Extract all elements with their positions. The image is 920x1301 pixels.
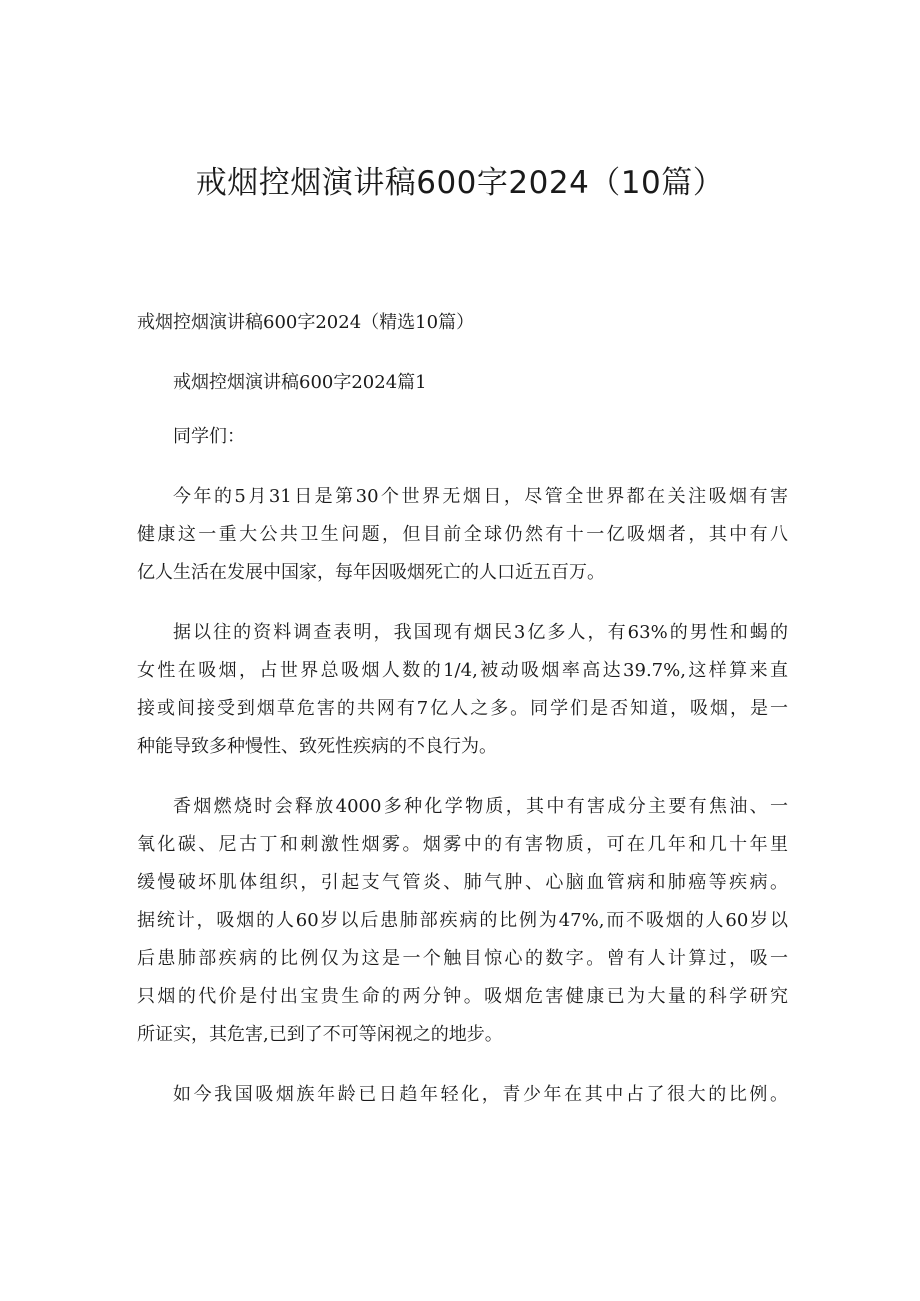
paragraph-3 bbox=[137, 790, 788, 1052]
paragraph-line: 女性在吸烟，占世界总吸烟人数的1/4,被动吸烟率高达39.7%,这样算来直 bbox=[137, 660, 788, 681]
paragraph-line: 亿人生活在发展中国家，每年因吸烟死亡的人口近五百万。 bbox=[137, 562, 605, 583]
paragraph-line: 氧化碳、尼古丁和刺激性烟雾。烟雾中的有害物质，可在几年和几十年里 bbox=[137, 834, 788, 855]
document-body bbox=[137, 306, 788, 1112]
paragraph-line: 种能导致多种慢性、致死性疾病的不良行为。 bbox=[137, 736, 497, 757]
section-heading: 戒烟控烟演讲稿600字2024篇1 bbox=[173, 372, 427, 393]
paragraph-line: 接或间接受到烟草危害的共网有7亿人之多。同学们是否知道，吸烟，是一 bbox=[137, 698, 788, 719]
greeting: 同学们： bbox=[173, 426, 245, 447]
paragraph-line: 健康这一重大公共卫生问题，但目前全球仍然有十一亿吸烟者，其中有八 bbox=[137, 524, 788, 545]
paragraph-line: 所证实，其危害,已到了不可等闲视之的地步。 bbox=[137, 1024, 503, 1045]
paragraph-line: 后患肺部疾病的比例仅为这是一个触目惊心的数字。曾有人计算过，吸一 bbox=[137, 948, 788, 969]
paragraph-1 bbox=[137, 480, 788, 590]
paragraph-line: 只烟的代价是付出宝贵生命的两分钟。吸烟危害健康已为大量的科学研究 bbox=[137, 986, 788, 1007]
document-title: 戒烟控烟演讲稿600字2024（10篇） bbox=[195, 165, 725, 201]
paragraph-4 bbox=[137, 1078, 788, 1112]
document-subtitle: 戒烟控烟演讲稿600字2024（精选10篇） bbox=[137, 312, 475, 333]
paragraph-line: 今年的5月31日是第30个世界无烟日，尽管全世界都在关注吸烟有害 bbox=[173, 486, 788, 507]
paragraph-line: 据以往的资料调查表明，我国现有烟民3亿多人，有63%的男性和蝎的 bbox=[173, 622, 788, 643]
paragraph-line: 缓慢破坏肌体组织，引起支气管炎、肺气肿、心脑血管病和肺癌等疾病。 bbox=[137, 872, 788, 893]
paragraph-line: 据统计，吸烟的人60岁以后患肺部疾病的比例为47%,而不吸烟的人60岁以 bbox=[137, 910, 788, 931]
paragraph-line: 如今我国吸烟族年龄已日趋年轻化，青少年在其中占了很大的比例。 bbox=[173, 1084, 788, 1105]
paragraph-line: 香烟燃烧时会释放4000多种化学物质，其中有害成分主要有焦油、一 bbox=[173, 796, 788, 817]
paragraph-2 bbox=[137, 616, 788, 764]
